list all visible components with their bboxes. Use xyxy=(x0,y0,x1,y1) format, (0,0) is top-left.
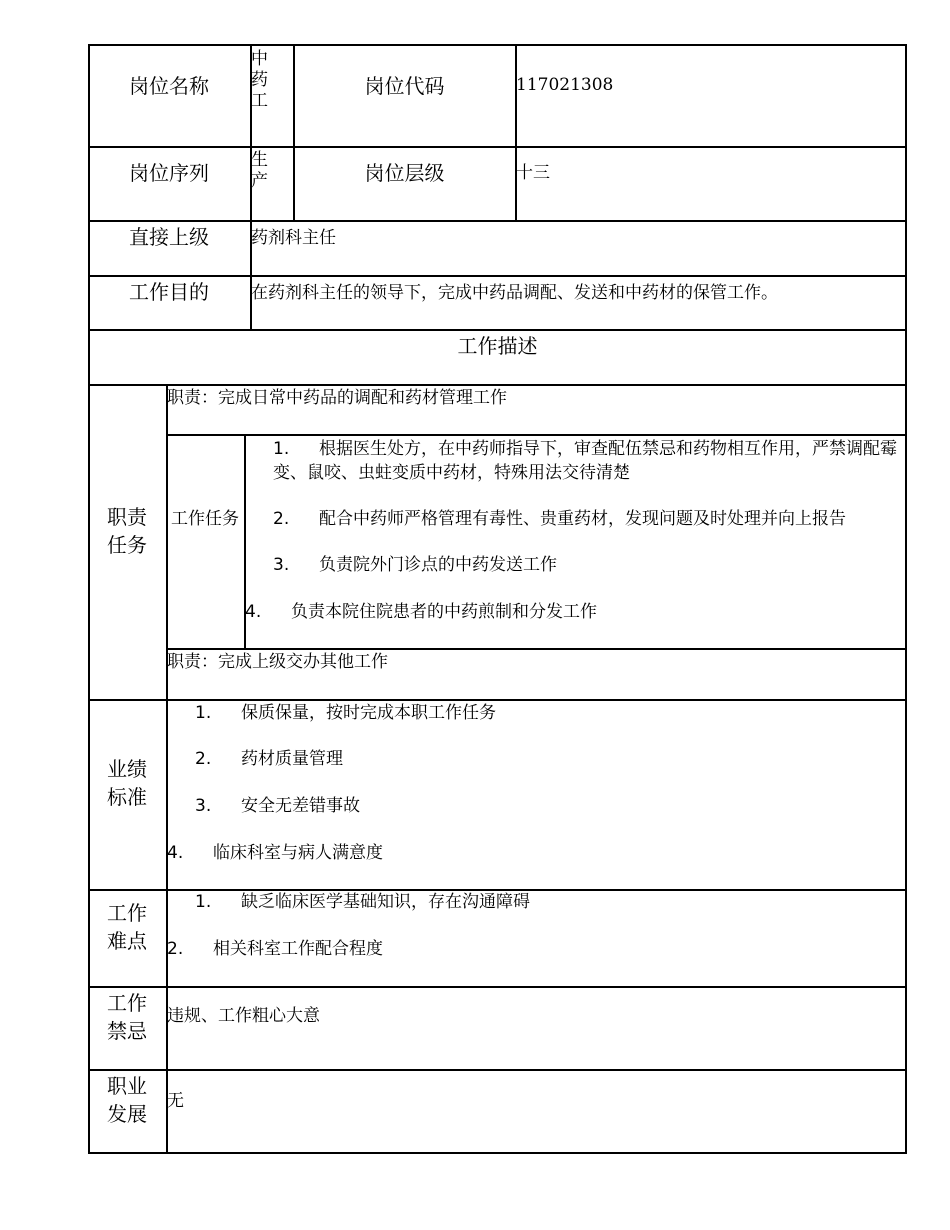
table-border-bottom xyxy=(88,1152,907,1154)
performance-item-4-num: 4. xyxy=(167,843,184,863)
difficulty-item-2-num: 2. xyxy=(167,939,184,959)
task-item-4-num: 4. xyxy=(245,602,262,622)
performance-item-3 xyxy=(195,796,360,816)
row-divider xyxy=(88,1069,907,1071)
row-divider xyxy=(166,648,907,650)
table-border-right xyxy=(905,44,907,1154)
performance-item-1-num: 1. xyxy=(195,703,212,723)
job-description-table xyxy=(88,44,907,1154)
supervisor-label: 直接上级 xyxy=(129,225,209,249)
difficulty-label: 工作难点 xyxy=(107,901,147,953)
row-divider xyxy=(88,699,907,701)
performance-item-3-num: 3. xyxy=(195,796,212,816)
difficulty-item-1-num: 1. xyxy=(195,892,212,912)
column-divider xyxy=(515,44,517,221)
task-item-4-text: 负责本院住院患者的中药煎制和分发工作 xyxy=(291,602,597,622)
performance-item-4-text: 临床科室与病人满意度 xyxy=(213,843,383,863)
task-item-2 xyxy=(273,509,846,529)
duty-label: 职责任务 xyxy=(107,505,147,557)
column-divider xyxy=(166,384,168,1154)
task-item-1-text: 根据医生处方，在中药师指导下，审查配伍禁忌和药物相互作用，严禁调配霉变、鼠咬、虫蛀变质中药材，特殊用法交待清楚 xyxy=(273,439,897,483)
row-divider xyxy=(88,220,907,222)
position-name-value: 中药工 xyxy=(251,49,268,111)
career-label: 职业发展 xyxy=(107,1074,147,1126)
series-label: 岗位序列 xyxy=(129,161,209,185)
series-value: 生产 xyxy=(251,150,268,191)
position-code-value: 117021308 xyxy=(516,75,614,95)
purpose-value: 在药剂科主任的领导下，完成中药品调配、发送和中药材的保管工作。 xyxy=(251,283,778,303)
performance-label: 业绩标准 xyxy=(107,757,147,809)
performance-item-3-text: 安全无差错事故 xyxy=(241,796,360,816)
task-item-3 xyxy=(273,555,557,575)
level-value: 十三 xyxy=(516,163,550,183)
task-item-2-num: 2. xyxy=(273,509,290,529)
task-item-3-num: 3. xyxy=(273,555,290,575)
task-item-4 xyxy=(245,602,597,622)
duty-2: 职责：完成上级交办其他工作 xyxy=(167,652,388,672)
task-label: 工作任务 xyxy=(171,509,239,529)
work-description-title: 工作描述 xyxy=(457,334,538,358)
row-divider xyxy=(166,434,907,436)
row-divider xyxy=(88,384,907,386)
career-value: 无 xyxy=(167,1091,184,1111)
performance-item-1-text: 保质保量，按时完成本职工作任务 xyxy=(241,703,496,723)
column-divider xyxy=(293,44,295,221)
performance-item-2-num: 2. xyxy=(195,749,212,769)
table-border-top xyxy=(88,44,907,46)
task-item-1 xyxy=(273,437,901,485)
duty-1: 职责：完成日常中药品的调配和药材管理工作 xyxy=(167,388,507,408)
row-divider xyxy=(88,986,907,988)
difficulty-item-1 xyxy=(195,892,530,912)
row-divider xyxy=(88,146,907,148)
level-label: 岗位层级 xyxy=(364,161,445,185)
position-name-label: 岗位名称 xyxy=(129,74,209,98)
task-item-3-text: 负责院外门诊点的中药发送工作 xyxy=(319,555,557,575)
table-border-left xyxy=(88,44,90,1154)
performance-item-2-text: 药材质量管理 xyxy=(241,749,343,769)
performance-item-2 xyxy=(195,749,343,769)
position-code-label: 岗位代码 xyxy=(364,74,445,98)
purpose-label: 工作目的 xyxy=(129,280,209,304)
row-divider xyxy=(88,275,907,277)
task-item-1-num: 1. xyxy=(273,439,290,459)
taboo-label: 工作禁忌 xyxy=(107,991,147,1043)
task-item-2-text: 配合中药师严格管理有毒性、贵重药材，发现问题及时处理并向上报告 xyxy=(319,509,846,529)
performance-item-1 xyxy=(195,703,496,723)
difficulty-item-2 xyxy=(167,939,383,959)
supervisor-value: 药剂科主任 xyxy=(251,228,336,248)
row-divider xyxy=(88,329,907,331)
difficulty-item-2-text: 相关科室工作配合程度 xyxy=(213,939,383,959)
row-divider xyxy=(88,889,907,891)
performance-item-4 xyxy=(167,843,383,863)
taboo-value: 违规、工作粗心大意 xyxy=(167,1006,320,1026)
difficulty-item-1-text: 缺乏临床医学基础知识，存在沟通障碍 xyxy=(241,892,530,912)
